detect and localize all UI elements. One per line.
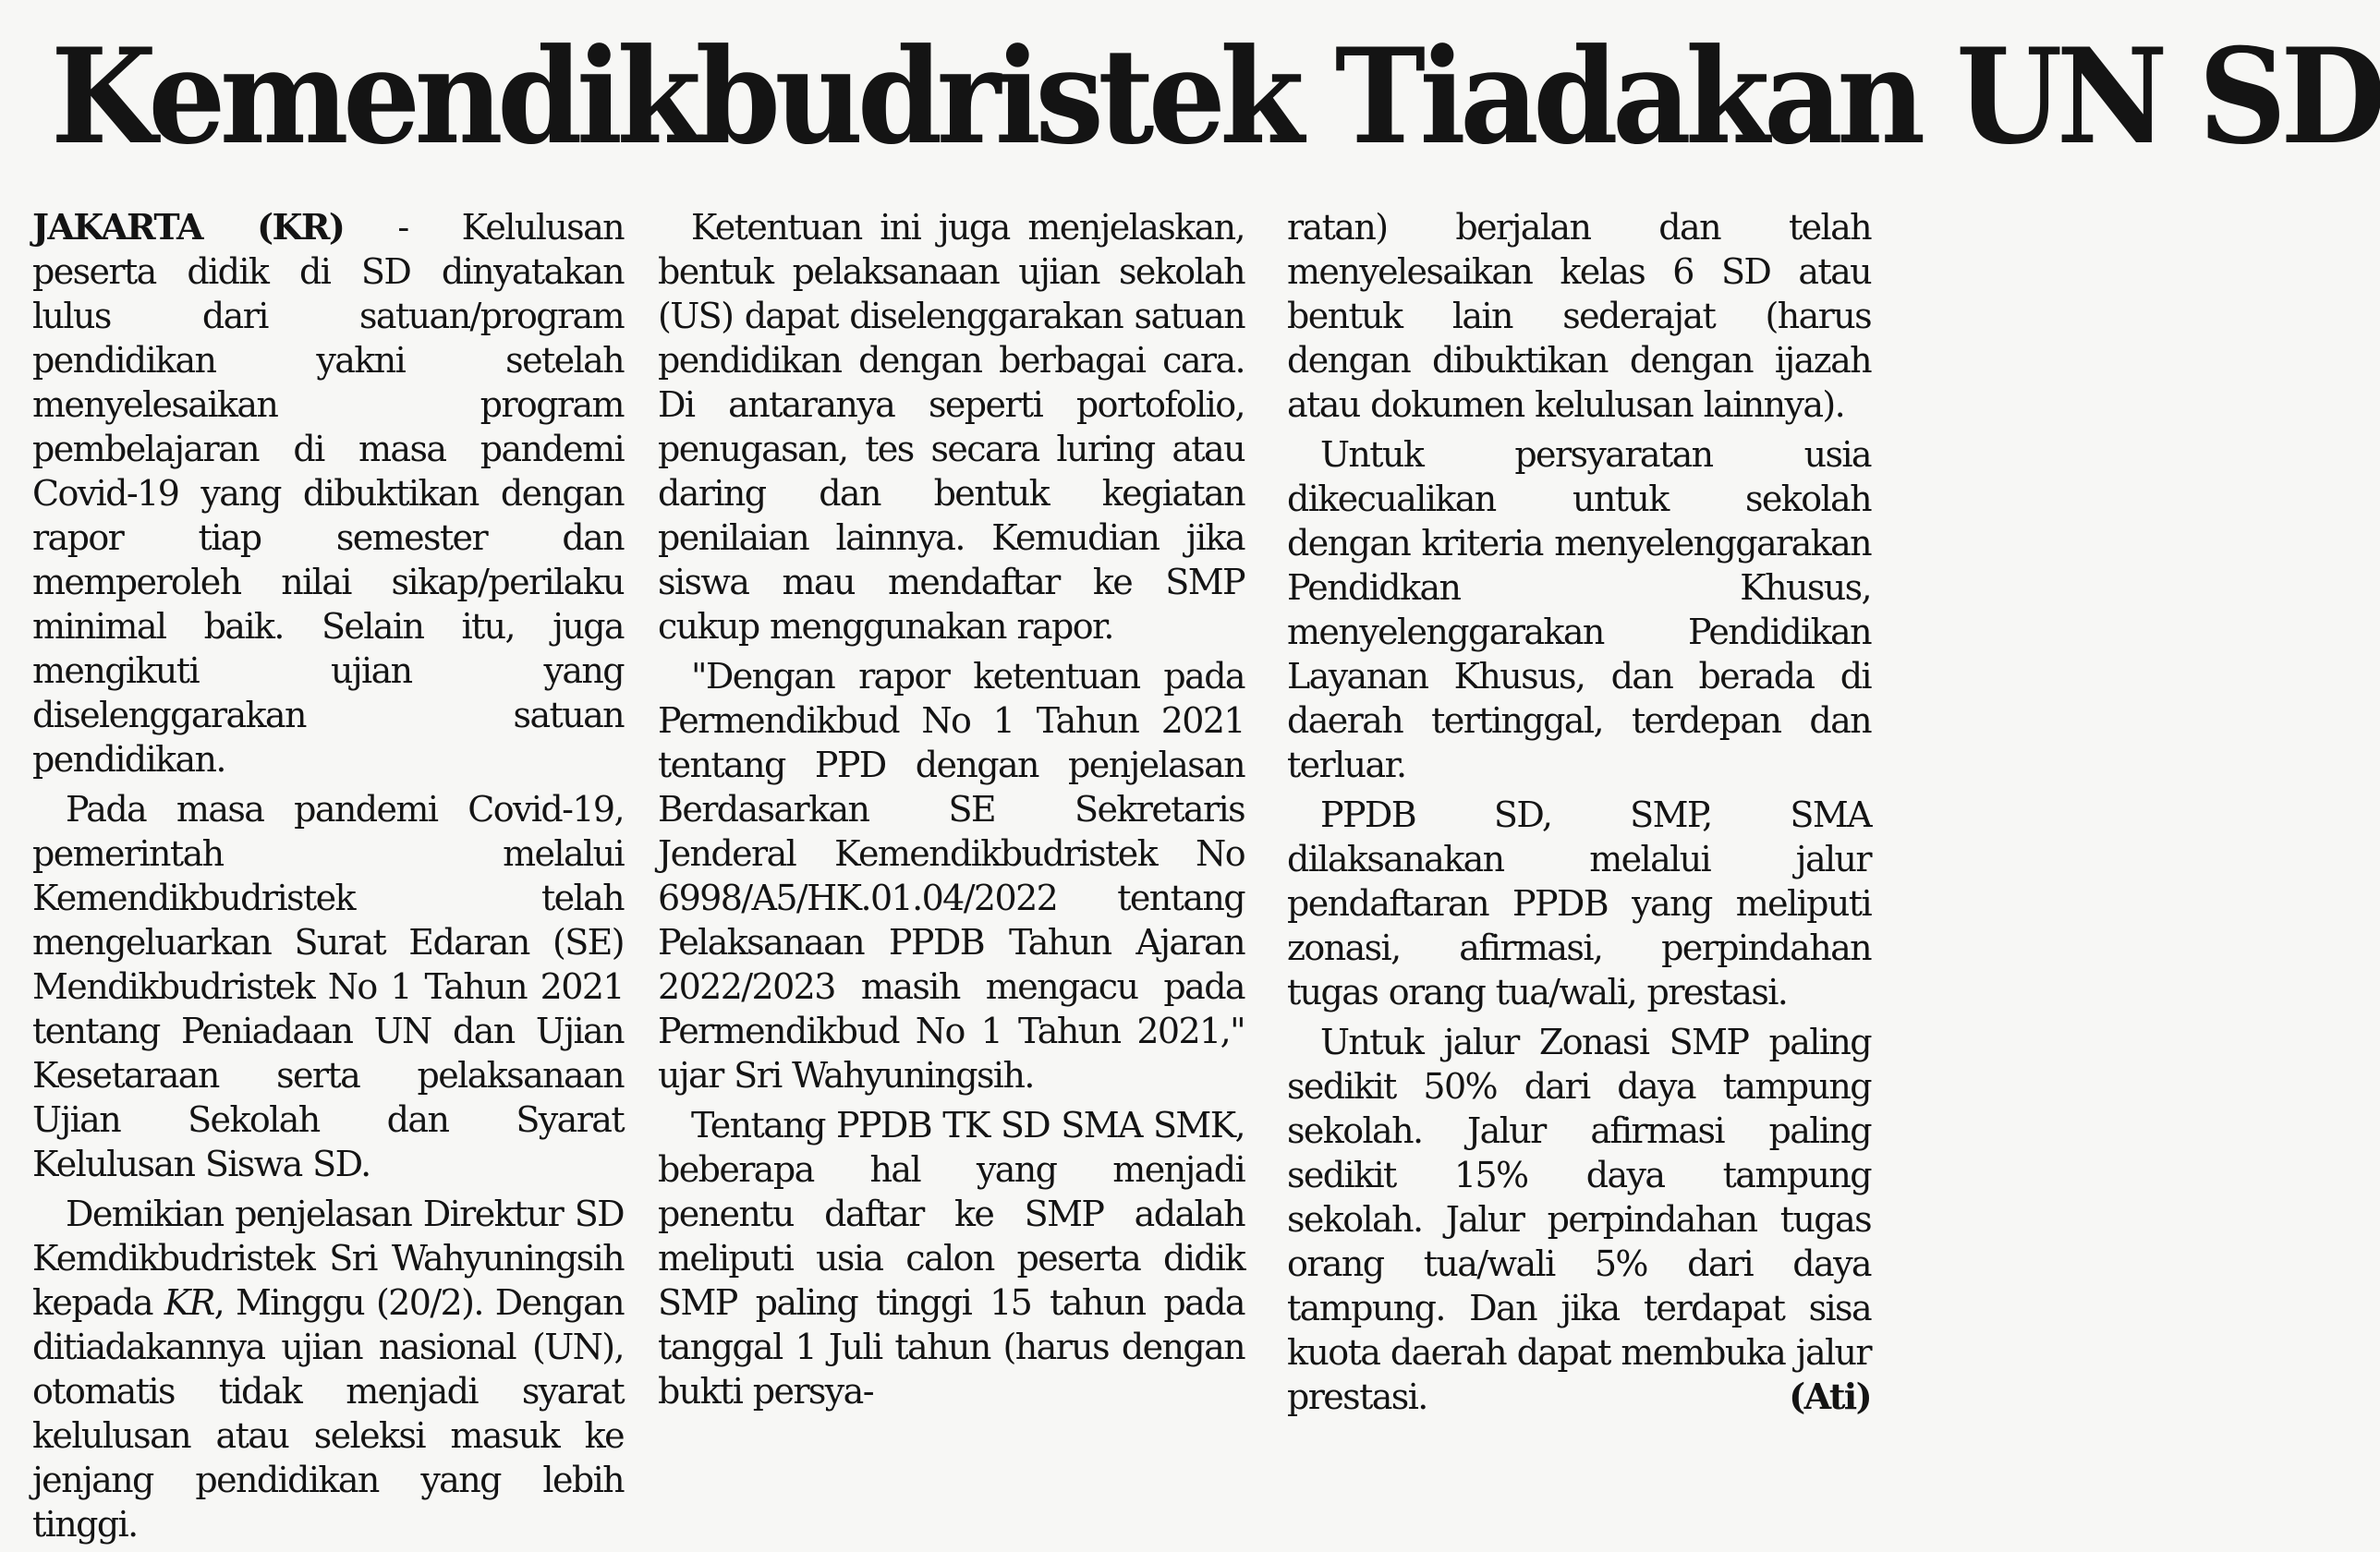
paragraph [1287,1020,1871,1419]
paragraph: Ketentuan ini juga menjelaskan, bentuk pelaksanaan ujian sekolah (US) dapat diselenggarakan satuan pendidikan dengan berbagai cara. Di antaranya seperti portofolio, penugasan, tes secara luring atau daring dan bentuk kegiatan penilaian lainnya. Kemudian jika siswa mau mendaftar ke SMP cukup menggunakan rapor. [658,207,1245,647]
dateline: JAKARTA (KR) [32,206,345,248]
column-3 [1287,205,1871,1425]
paragraph: Tentang PPDB TK SD SMA SMK, beberapa hal yang menjadi penentu daftar ke SMP adalah meliputi usia calon peserta didik SMP paling tinggi 15 tahun pada tanggal 1 Juli tahun (harus dengan bukti persya- [658,1105,1245,1412]
paragraph-text: Untuk jalur Zonasi SMP paling sedikit 50% dari daya tampung sekolah. Jalur afirmasi paling sedikit 15% daya tampung sekolah. Jalur perpindahan tugas orang tua/wali 5% dari daya tampung. Dan jika terdapat sisa kuota daerah dapat membuka jalur prestasi. [1287,1022,1871,1417]
paragraph-text: , Minggu (20/2). Dengan ditiadakannya ujian nasional (UN), otomatis tidak menjadi syarat kelulusan atau seleksi masuk ke jenjang pendidikan yang lebih tinggi. [32,1282,624,1545]
paragraph: "Dengan rapor ketentuan pada Permendikbud No 1 Tahun 2021 tentang PPD dengan penjelasan Berdasarkan SE Sekretaris Jenderal Kemendikbudristek No 6998/A5/HK.01.04/2022 tentang Pelaksanaan PPDB Tahun Ajaran 2022/2023 masih mengacu pada Permendikbud No 1 Tahun 2021," ujar Sri Wahyuningsih. [658,656,1245,1096]
paragraph: PPDB SD, SMP, SMA dilaksanakan melalui jalur pendaftaran PPDB yang meliputi zonasi, afirmasi, perpindahan tugas orang tua/wali, prestasi. [1287,794,1871,1012]
paragraph-text: - Kelulusan peserta didik di SD dinyatakan lulus dari satuan/program pendidikan yakni setelah menyelesaikan program pembelajaran di masa pandemi Covid-19 yang dibuktikan dengan rapor tiap semester dan memperoleh nilai sikap/perilaku minimal baik. Selain itu, juga mengikuti ujian yang diselenggarakan satuan pendidikan. [32,207,624,780]
paragraph-text: Demikian penjelasan Direktur SD Kemdikbudristek Sri Wahyuningsih kepada [32,1194,624,1323]
newspaper-abbrev: KR [164,1282,214,1323]
paragraph [32,205,624,782]
paragraph [32,1192,624,1546]
author-credit: (Ati) [1789,1376,1871,1417]
column-2 [658,205,1245,1419]
paragraph: Untuk persyaratan usia dikecualikan untuk sekolah dengan kriteria menyelenggarakan Pendidkan Khusus, menyelenggarakan Pendidikan Layanan Khusus, dan berada di daerah tertinggal, terdepan dan terluar. [1287,434,1871,785]
paragraph: ratan) berjalan dan telah menyelesaikan kelas 6 SD atau bentuk lain sederajat (harus dengan dibuktikan dengan ijazah atau dokumen kelulusan lainnya). [1287,207,1871,425]
headline: Kemendikbudristek Tiadakan UN SD [51,20,2380,174]
paragraph: Pada masa pandemi Covid-19, pemerintah melalui Kemendikbudristek telah mengeluarkan Surat Edaran (SE) Mendikbudristek No 1 Tahun 2021 tentang Peniadaan UN dan Ujian Kesetaraan serta pelaksanaan Ujian Sekolah dan Syarat Kelulusan Siswa SD. [32,789,624,1184]
column-1 [32,205,624,1552]
